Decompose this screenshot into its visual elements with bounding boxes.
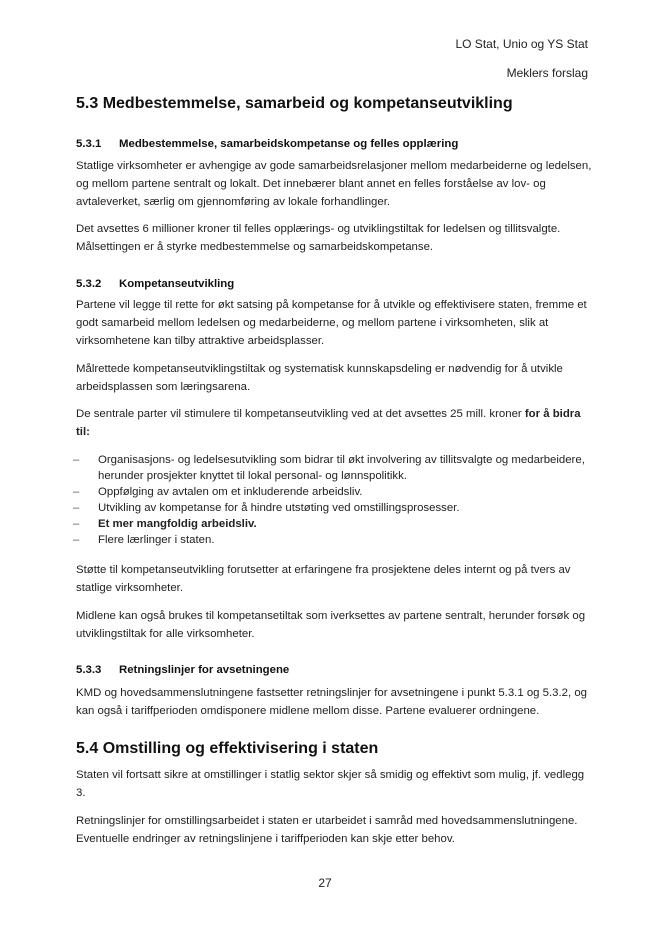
paragraph: Målrettede kompetanseutviklingstiltak og systematisk kunnskapsdeling er nødvendig for å utvikle arbeidsplassen som læringsarena. xyxy=(76,363,563,393)
section-number: 5.3.2 xyxy=(76,278,102,290)
page-number: 27 xyxy=(318,876,332,890)
section-5-3-3-heading xyxy=(76,663,596,677)
paragraph-text: De sentrale parter vil stimulere til kompetanseutvikling ved at det avsettes 25 mill. kroner xyxy=(76,408,525,420)
header-proposal: Meklers forslag xyxy=(506,66,588,80)
paragraph: Partene vil legge til rette for økt satsing på kompetanse for å utvikle og effektivisere staten, fremme et godt samarbeid mellom ledelsen og medarbeiderne, og mellom partene i virksomheten, slik at virksomhetene kan tilby attraktive arbeidsplasser. xyxy=(76,299,587,347)
header-parties: LO Stat, Unio og YS Stat xyxy=(455,37,588,51)
paragraph-bold-text: for å bidra til: xyxy=(76,408,581,438)
section-title: Kompetanseutvikling xyxy=(119,278,235,290)
section-5-3-heading: 5.3 Medbestemmelse, samarbeid og kompetanseutvikling xyxy=(76,95,513,112)
section-number: 5.3.1 xyxy=(76,138,102,150)
list-item-text: Utvikling av kompetanse for å hindre utstøting ved omstillingsprosesser. xyxy=(98,502,460,514)
paragraph: KMD og hovedsammenslutningene fastsetter retningslinjer for avsetningene i punkt 5.3.1 og 5.3.2, og kan også i tariffperioden omdisponere midlene mellom disse. Partene evaluerer ordningene. xyxy=(76,687,587,717)
section-number: 5.3.3 xyxy=(76,664,102,676)
dash-bullet: – xyxy=(73,502,80,514)
section-title: Retningslinjer for avsetningene xyxy=(119,664,290,676)
list-item xyxy=(73,532,596,548)
list-item-text: Organisasjons- og ledelsesutvikling som bidrar til økt involvering av tillitsvalgte og medarbeidere, herunder prosjekter knyttet til lokal personal- og lønnspolitikk. xyxy=(98,454,585,482)
section-title: Medbestemmelse, samarbeidskompetanse og felles opplæring xyxy=(119,138,459,150)
dash-bullet: – xyxy=(73,518,80,530)
section-5-3-1-heading xyxy=(76,137,596,151)
dash-bullet: – xyxy=(73,534,80,546)
paragraph: Det avsettes 6 millioner kroner til felles opplærings- og utviklingstiltak for ledelsen og tillitsvalgte. Målsettingen er å styrke medbestemmelse og samarbeidskompetanse. xyxy=(76,223,561,253)
list-item xyxy=(73,516,596,532)
dash-bullet: – xyxy=(73,454,80,466)
list-item xyxy=(73,484,596,500)
paragraph: Statlige virksomheter er avhengige av gode samarbeidsrelasjoner mellom medarbeiderne og ledelsen, og mellom partene sentralt og lokalt. Det innebærer blant annet en felles forståelse av lov- og avtaleverket, særlig om gjennomføring av lokale forhandlinger. xyxy=(76,160,592,208)
list-item xyxy=(73,452,596,484)
dash-bullet: – xyxy=(73,486,80,498)
section-5-4-heading: 5.4 Omstilling og effektivisering i staten xyxy=(76,740,379,757)
paragraph: Retningslinjer for omstillingsarbeidet i staten er utarbeidet i samråd med hovedsammenslutningene. Eventuelle endringer av retningslinjene i tariffperioden kan skje etter behov. xyxy=(76,815,578,845)
list-item-text: Flere lærlinger i staten. xyxy=(98,534,215,546)
funding-purpose-list xyxy=(73,452,596,548)
list-item xyxy=(73,500,596,516)
paragraph: Staten vil fortsatt sikre at omstillinger i statlig sektor skjer så smidig og effektivt som mulig, jf. vedlegg 3. xyxy=(76,769,585,799)
paragraph: Støtte til kompetanseutvikling forutsetter at erfaringene fra prosjektene deles internt og på tvers av statlige virksomheter. xyxy=(76,564,571,594)
section-5-3-2-heading xyxy=(76,277,596,291)
list-item-text: Oppfølging av avtalen om et inkluderende arbeidsliv. xyxy=(98,486,363,498)
paragraph xyxy=(76,405,596,441)
paragraph: Midlene kan også brukes til kompetansetiltak som iverksettes av partene sentralt, herunder forsøk og utviklingstiltak for alle virksomheter. xyxy=(76,610,586,640)
list-item-text: Et mer mangfoldig arbeidsliv. xyxy=(98,518,257,530)
